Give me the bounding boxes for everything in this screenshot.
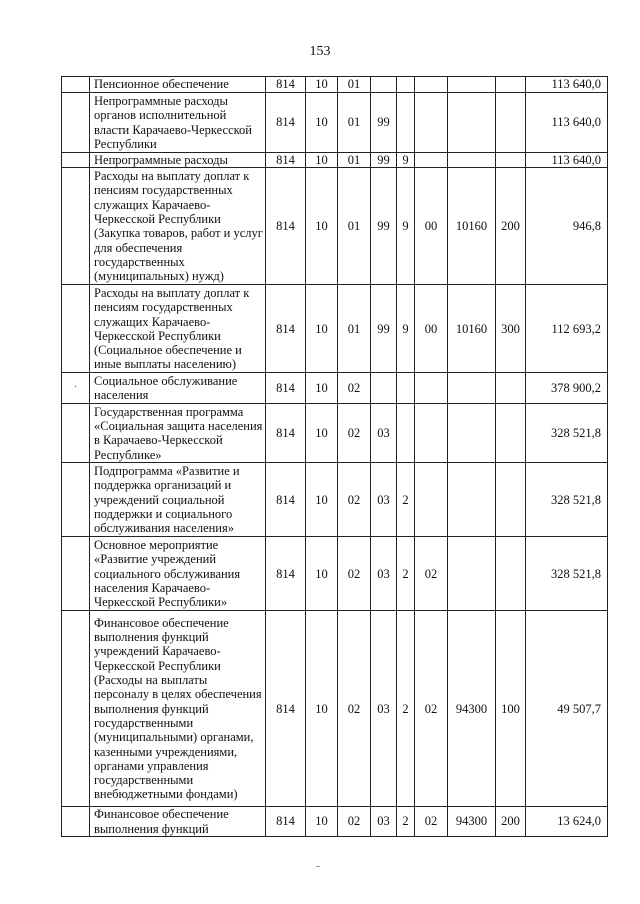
cell-mark xyxy=(62,404,90,463)
cell-mark xyxy=(62,153,90,168)
cell-expense-type: 200 xyxy=(496,168,526,285)
cell-subprogram xyxy=(397,404,415,463)
cell-subsection: 02 xyxy=(338,807,371,837)
cell-section: 10 xyxy=(306,93,338,153)
cell-ministry: 814 xyxy=(266,153,306,168)
cell-mark: · xyxy=(62,373,90,404)
cell-program: 03 xyxy=(371,537,397,611)
cell-mark xyxy=(62,285,90,373)
cell-subprogram: 2 xyxy=(397,537,415,611)
cell-expense-type xyxy=(496,404,526,463)
cell-program: 99 xyxy=(371,285,397,373)
cell-subprogram xyxy=(397,373,415,404)
cell-direction: 10160 xyxy=(448,285,496,373)
cell-ministry: 814 xyxy=(266,93,306,153)
cell-direction xyxy=(448,463,496,537)
cell-ministry: 814 xyxy=(266,77,306,93)
cell-subsection: 01 xyxy=(338,77,371,93)
cell-event xyxy=(415,404,448,463)
page-number: 153 xyxy=(309,44,331,59)
table-row xyxy=(62,285,608,373)
cell-event: 02 xyxy=(415,537,448,611)
cell-subsection: 01 xyxy=(338,168,371,285)
cell-ministry: 814 xyxy=(266,537,306,611)
cell-subprogram: 9 xyxy=(397,168,415,285)
cell-direction xyxy=(448,93,496,153)
cell-program: 99 xyxy=(371,168,397,285)
cell-event: 00 xyxy=(415,168,448,285)
table-row xyxy=(62,404,608,463)
cell-mark xyxy=(62,168,90,285)
cell-amount: 113 640,0 xyxy=(526,93,608,153)
cell-direction: 94300 xyxy=(448,611,496,807)
cell-expense-type: 300 xyxy=(496,285,526,373)
cell-mark xyxy=(62,77,90,93)
table-row xyxy=(62,611,608,807)
cell-event xyxy=(415,373,448,404)
cell-expense-type: 100 xyxy=(496,611,526,807)
cell-name: Расходы на выплату доплат к пенсиям государственных служащих Карачаево-Черкесской Республики (Закупка товаров, работ и услуг для обеспечения государственных (муниципальных) нужд) xyxy=(90,168,266,285)
table-row xyxy=(62,373,608,404)
cell-expense-type xyxy=(496,463,526,537)
cell-direction: 94300 xyxy=(448,807,496,837)
cell-amount: 112 693,2 xyxy=(526,285,608,373)
cell-name: Финансовое обеспечение выполнения функций xyxy=(90,807,266,837)
cell-section: 10 xyxy=(306,153,338,168)
cell-amount: 328 521,8 xyxy=(526,404,608,463)
cell-subprogram: 9 xyxy=(397,153,415,168)
table-row xyxy=(62,153,608,168)
cell-expense-type xyxy=(496,373,526,404)
table-row xyxy=(62,93,608,153)
cell-event: 02 xyxy=(415,807,448,837)
budget-table xyxy=(61,76,608,837)
cell-direction xyxy=(448,77,496,93)
cell-ministry: 814 xyxy=(266,373,306,404)
cell-section: 10 xyxy=(306,77,338,93)
cell-direction xyxy=(448,373,496,404)
cell-ministry: 814 xyxy=(266,168,306,285)
cell-direction: 10160 xyxy=(448,168,496,285)
cell-program: 03 xyxy=(371,404,397,463)
cell-name: Подпрограмма «Развитие и поддержка организаций и учреждений социальной поддержки и социального обслуживания населения» xyxy=(90,463,266,537)
cell-mark xyxy=(62,93,90,153)
cell-program: 99 xyxy=(371,153,397,168)
cell-amount: 328 521,8 xyxy=(526,537,608,611)
cell-subsection: 02 xyxy=(338,611,371,807)
cell-mark xyxy=(62,807,90,837)
cell-name: Расходы на выплату доплат к пенсиям государственных служащих Карачаево-Черкесской Республики (Социальное обеспечение и иные выплаты населению) xyxy=(90,285,266,373)
cell-subsection: 02 xyxy=(338,373,371,404)
cell-direction xyxy=(448,153,496,168)
cell-subprogram xyxy=(397,77,415,93)
table-row xyxy=(62,463,608,537)
cell-subsection: 02 xyxy=(338,463,371,537)
cell-event: 00 xyxy=(415,285,448,373)
cell-amount: 13 624,0 xyxy=(526,807,608,837)
cell-ministry: 814 xyxy=(266,285,306,373)
cell-mark xyxy=(62,611,90,807)
cell-section: 10 xyxy=(306,404,338,463)
table-row xyxy=(62,807,608,837)
cell-program: 99 xyxy=(371,93,397,153)
table-row xyxy=(62,168,608,285)
cell-subprogram: 2 xyxy=(397,611,415,807)
cell-ministry: 814 xyxy=(266,611,306,807)
cell-name: Непрограммные расходы xyxy=(90,153,266,168)
cell-program xyxy=(371,373,397,404)
cell-event: 02 xyxy=(415,611,448,807)
cell-subsection: 02 xyxy=(338,537,371,611)
cell-expense-type xyxy=(496,77,526,93)
cell-subsection: 01 xyxy=(338,93,371,153)
cell-event xyxy=(415,77,448,93)
cell-subprogram: 9 xyxy=(397,285,415,373)
cell-section: 10 xyxy=(306,373,338,404)
cell-expense-type xyxy=(496,537,526,611)
cell-program: 03 xyxy=(371,807,397,837)
cell-subsection: 01 xyxy=(338,285,371,373)
cell-subprogram xyxy=(397,93,415,153)
cell-mark xyxy=(62,463,90,537)
cell-name: Пенсионное обеспечение xyxy=(90,77,266,93)
cell-section: 10 xyxy=(306,537,338,611)
cell-mark xyxy=(62,537,90,611)
table-row xyxy=(62,537,608,611)
cell-subsection: 01 xyxy=(338,153,371,168)
cell-section: 10 xyxy=(306,463,338,537)
cell-program: 03 xyxy=(371,611,397,807)
cell-direction xyxy=(448,537,496,611)
cell-expense-type xyxy=(496,93,526,153)
cell-section: 10 xyxy=(306,807,338,837)
cell-name: Социальное обслуживание населения xyxy=(90,373,266,404)
cell-amount: 946,8 xyxy=(526,168,608,285)
cell-subsection: 02 xyxy=(338,404,371,463)
cell-amount: 113 640,0 xyxy=(526,153,608,168)
cell-amount: 49 507,7 xyxy=(526,611,608,807)
cell-expense-type: 200 xyxy=(496,807,526,837)
cell-direction xyxy=(448,404,496,463)
table-row xyxy=(62,77,608,93)
cell-subprogram: 2 xyxy=(397,807,415,837)
cell-amount: 328 521,8 xyxy=(526,463,608,537)
cell-ministry: 814 xyxy=(266,463,306,537)
cell-event xyxy=(415,153,448,168)
cell-amount: 113 640,0 xyxy=(526,77,608,93)
cell-name: Финансовое обеспечение выполнения функций учреждений Карачаево-Черкесской Республики (Расходы на выплаты персоналу в целях обеспечения выполнения функций государственными (муниципальными) органами, казенными учреждениями, органами управления государственными внебюджетными фондами) xyxy=(90,611,266,807)
cell-event xyxy=(415,93,448,153)
cell-event xyxy=(415,463,448,537)
cell-section: 10 xyxy=(306,611,338,807)
cell-name: Основное мероприятие «Развитие учреждений социального обслуживания населения Карачаево-Черкесской Республики» xyxy=(90,537,266,611)
cell-section: 10 xyxy=(306,168,338,285)
cell-expense-type xyxy=(496,153,526,168)
cell-ministry: 814 xyxy=(266,404,306,463)
cell-section: 10 xyxy=(306,285,338,373)
cell-name: Государственная программа «Социальная защита населения в Карачаево-Черкесской Республике» xyxy=(90,404,266,463)
cell-name: Непрограммные расходы органов исполнительной власти Карачаево-Черкесской Республики xyxy=(90,93,266,153)
scan-mark xyxy=(316,866,320,867)
cell-program xyxy=(371,77,397,93)
cell-ministry: 814 xyxy=(266,807,306,837)
cell-program: 03 xyxy=(371,463,397,537)
cell-subprogram: 2 xyxy=(397,463,415,537)
cell-amount: 378 900,2 xyxy=(526,373,608,404)
